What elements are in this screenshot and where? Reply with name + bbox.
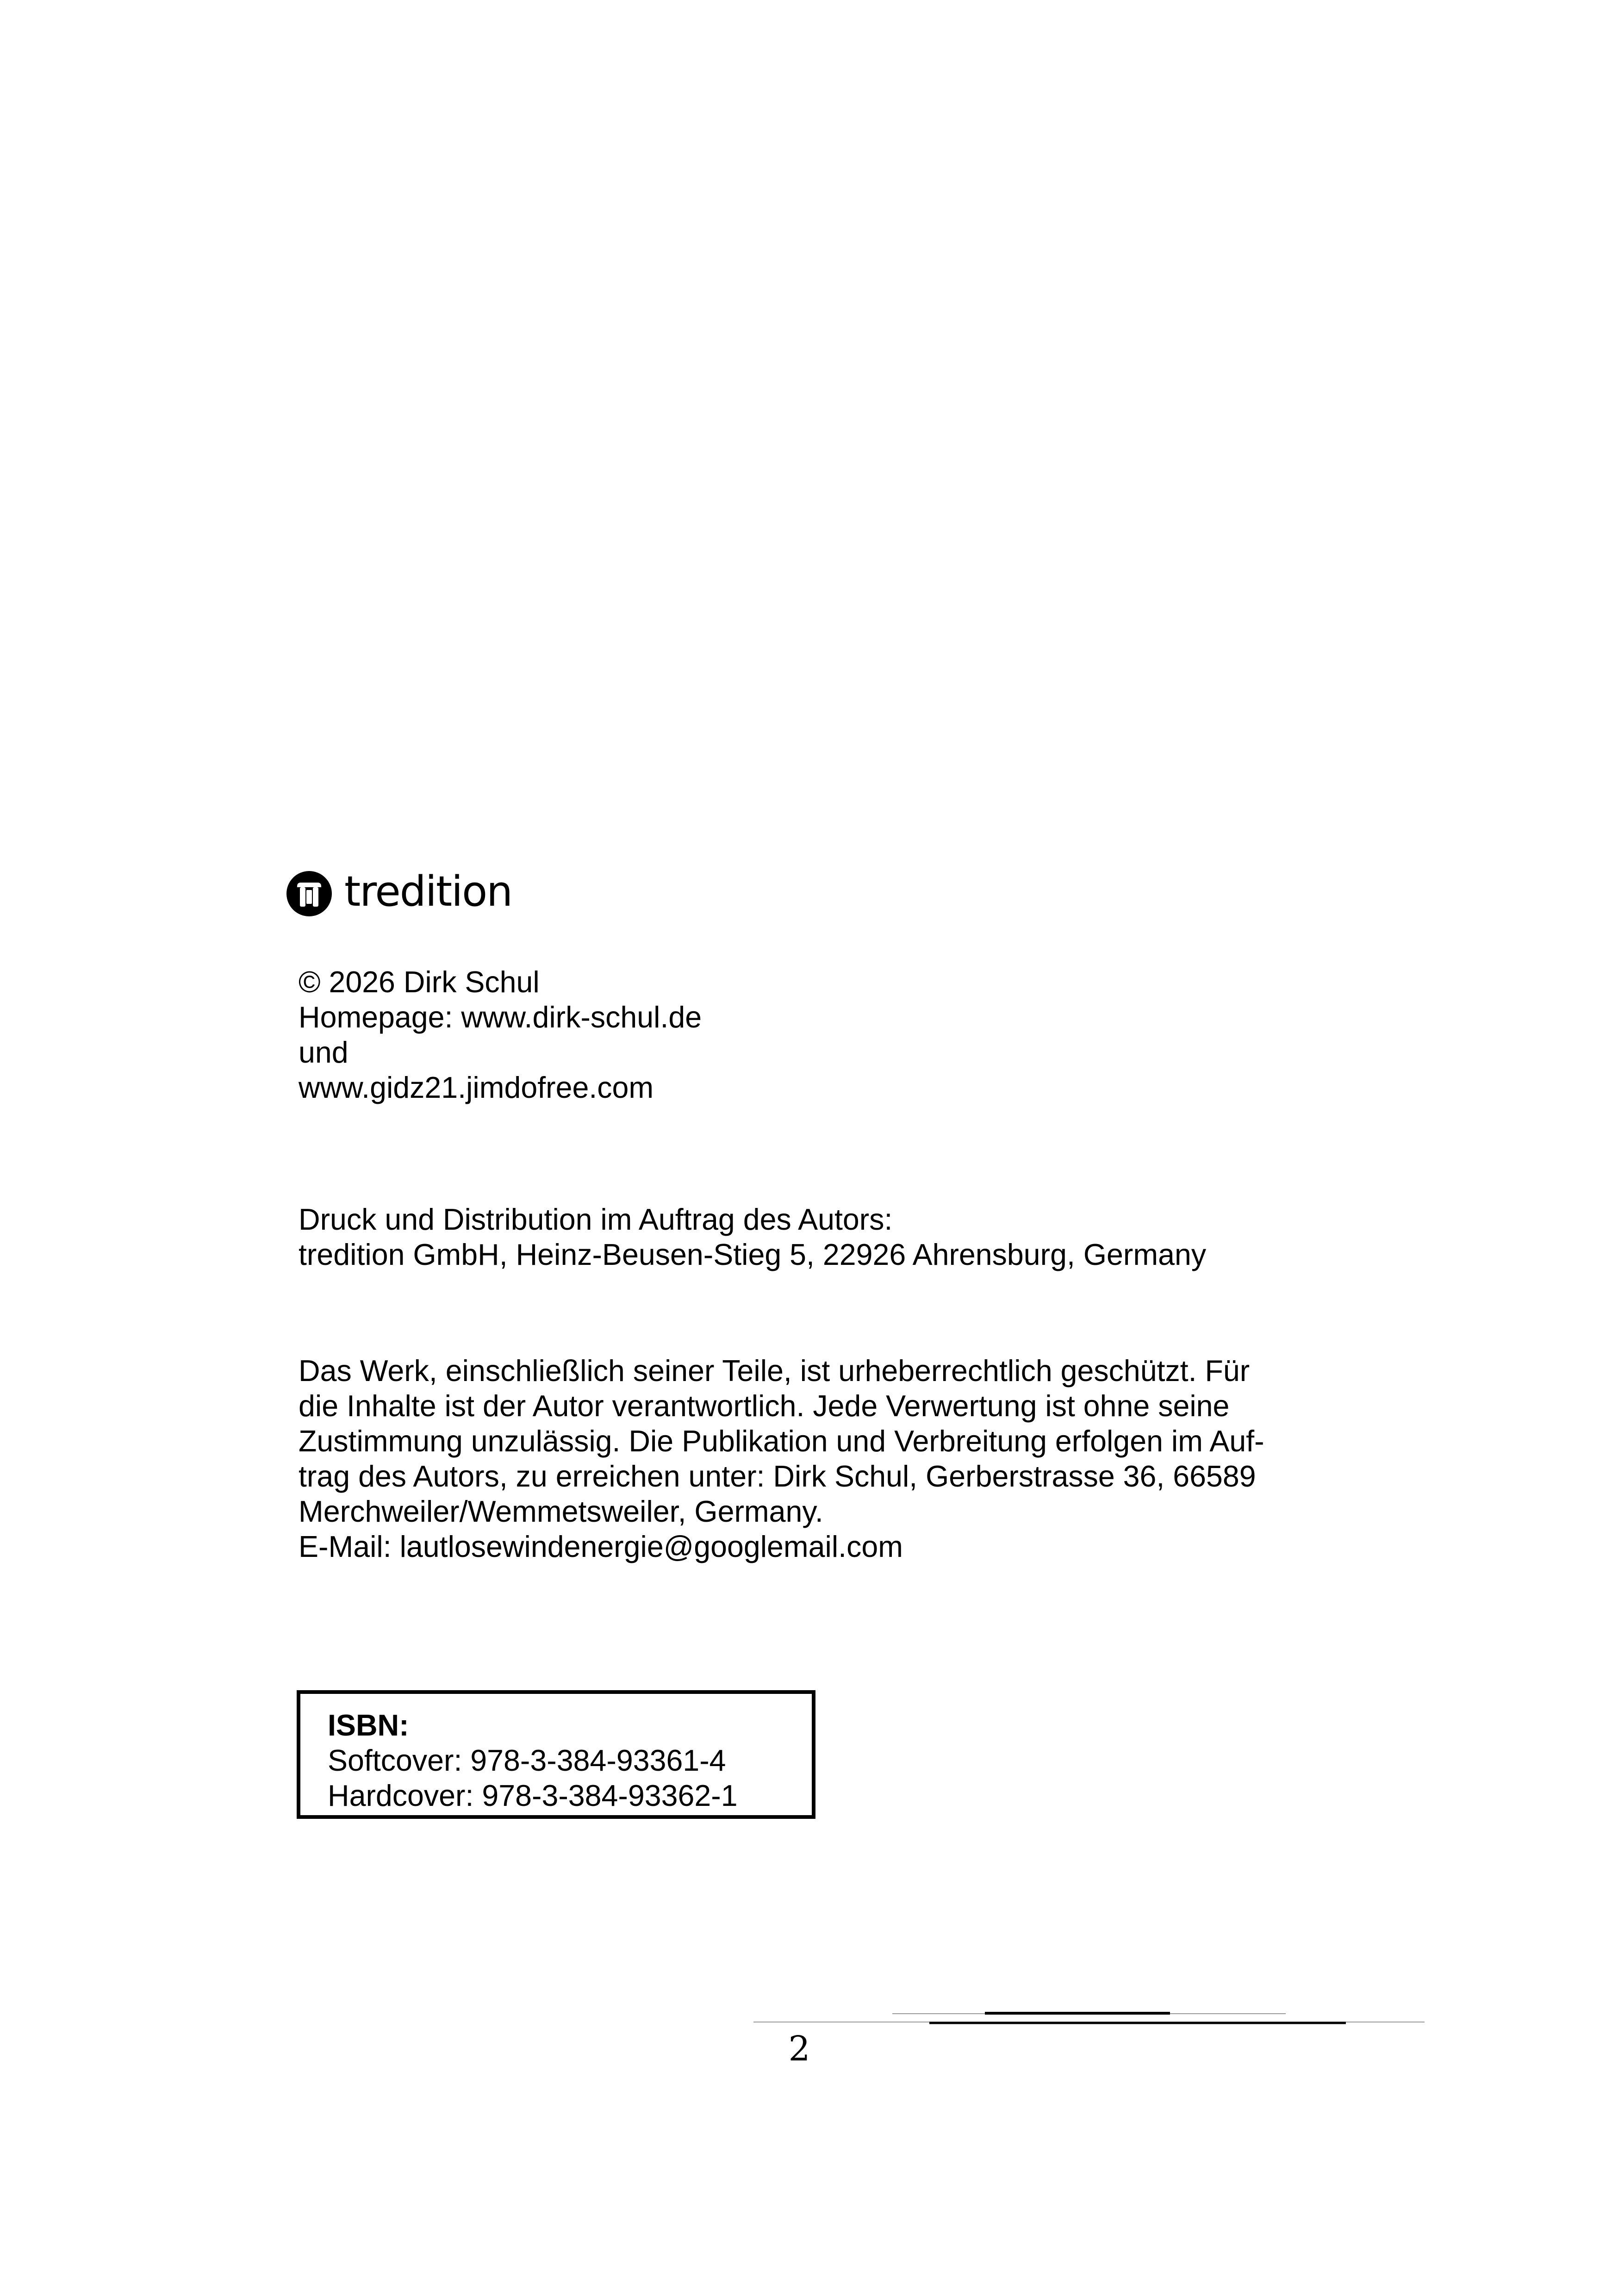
legal-line: Das Werk, einschließlich seiner Teile, ist urheberrechtlich geschützt. Für xyxy=(299,1354,1250,1388)
email-line: E-Mail: lautlosewindenergie@googlemail.com xyxy=(299,1530,903,1563)
legal-line: trag des Autors, zu erreichen unter: Dirk Schul, Gerberstrasse 36, 66589 xyxy=(299,1460,1256,1493)
softcover-isbn: Softcover: 978-3-384-93361-4 xyxy=(328,1744,726,1777)
isbn-heading: ISBN: xyxy=(328,1709,409,1742)
tredition-logo-icon xyxy=(286,871,332,917)
homepage-line: Homepage: www.dirk-schul.de xyxy=(299,1001,702,1034)
copyright-line: © 2026 Dirk Schul xyxy=(299,965,540,999)
publisher-address-line: tredition GmbH, Heinz-Beusen-Stieg 5, 22926 Ahrensburg, Germany xyxy=(299,1238,1207,1271)
hardcover-isbn: Hardcover: 978-3-384-93362-1 xyxy=(328,1779,738,1812)
publisher-logo xyxy=(286,868,512,919)
isbn-content xyxy=(328,1708,738,1813)
legal-line: die Inhalte ist der Autor verantwortlich. Jede Verwertung ist ohne seine xyxy=(299,1389,1230,1423)
legal-line: Merchweiler/Wemmetsweiler, Germany. xyxy=(299,1495,823,1528)
print-distribution-block xyxy=(299,1202,1206,1272)
isbn-box xyxy=(297,1690,815,1819)
secondary-website-line: www.gidz21.jimdofree.com xyxy=(299,1071,654,1104)
and-line: und xyxy=(299,1036,348,1069)
page-number: 2 xyxy=(788,2029,810,2069)
print-line: Druck und Distribution im Auftrag des Autors: xyxy=(299,1203,893,1236)
copyright-block xyxy=(299,964,702,1105)
footer-rule xyxy=(753,2009,1425,2027)
legal-notice-block xyxy=(299,1353,1264,1564)
legal-line: Zustimmung unzulässig. Die Publikation und Verbreitung erfolgen im Auf- xyxy=(299,1425,1264,1458)
publisher-logo-text: tredition xyxy=(344,867,512,916)
